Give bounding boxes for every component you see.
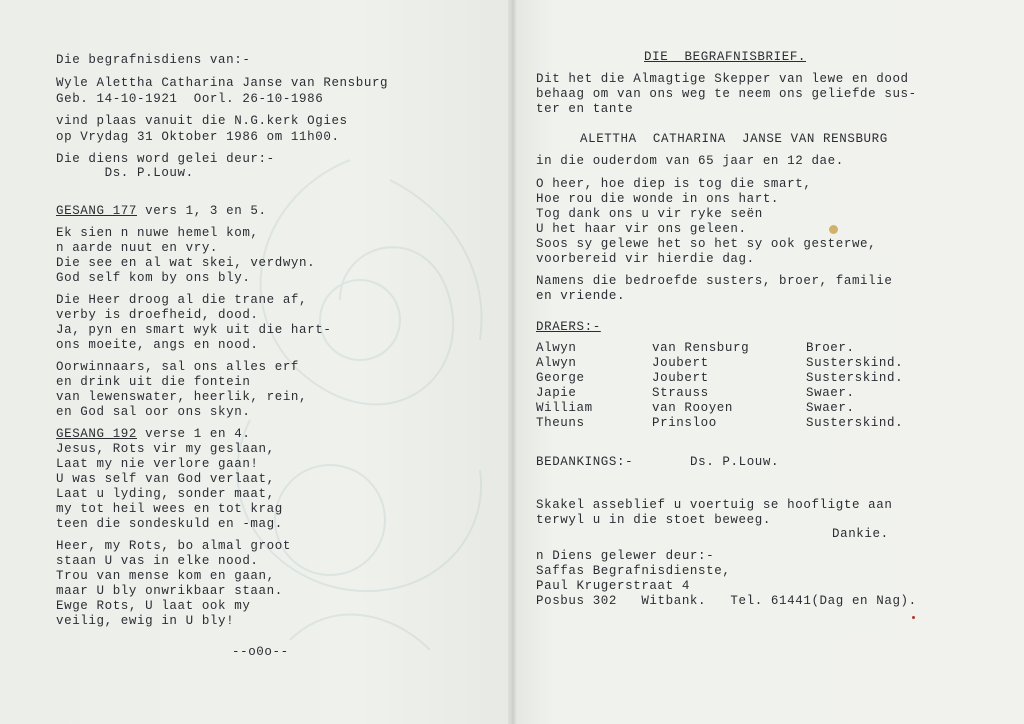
bearer-relation: Susterskind. xyxy=(806,356,904,370)
service-intro-line: Die begrafnisdiens van:- xyxy=(56,53,251,67)
notice-line: behaag om van ons weg te neem ons geliefde sus- xyxy=(536,87,917,101)
bearer-first-name: William xyxy=(536,401,593,415)
age-line: in die ouderdom van 65 jaar en 12 dae. xyxy=(536,154,844,168)
date-time-line: op Vrydag 31 Oktober 1986 om 11h00. xyxy=(56,130,340,144)
officiant-label: Die diens word gelei deur:- xyxy=(56,152,275,166)
notice-line: ter en tante xyxy=(536,102,634,116)
hymn-177-title: GESANG 177 xyxy=(56,204,138,218)
bearer-surname: Joubert xyxy=(652,371,709,385)
ink-dot xyxy=(912,616,915,619)
headlights-line: terwyl u in die stoet beweeg. xyxy=(536,513,771,527)
bearer-relation: Swaer. xyxy=(806,386,855,400)
bearer-relation: Broer. xyxy=(806,341,855,355)
bearer-relation: Swaer. xyxy=(806,401,855,415)
bearer-relation: Susterskind. xyxy=(806,416,904,430)
poem-line: voorbereid vir hierdie dag. xyxy=(536,252,755,266)
venue-line: vind plaas vanuit die N.G.kerk Ogies xyxy=(56,114,348,128)
bearer-first-name: Japie xyxy=(536,386,577,400)
service-provider-line: Paul Krugerstraat 4 xyxy=(536,579,690,593)
end-mark: --o0o-- xyxy=(232,645,289,659)
hymn-line: Laat u lyding, sonder maat, xyxy=(56,487,275,501)
dates-line: Geb. 14-10-1921 Oorl. 26-10-1986 xyxy=(56,92,324,106)
poem-line: U het haar vir ons geleen. xyxy=(536,222,747,236)
hymn-line: en God sal oor ons skyn. xyxy=(56,405,251,419)
bearers-heading: DRAERS:- xyxy=(536,320,601,334)
hymn-line: van lewenswater, heerlik, rein, xyxy=(56,390,308,404)
hymn-line: Ewge Rots, U laat ook my xyxy=(56,599,251,613)
hymn-line: Laat my nie verlore gaan! xyxy=(56,457,259,471)
hymn-line: en drink uit die fontein xyxy=(56,375,251,389)
bearer-surname: van Rooyen xyxy=(652,401,734,415)
service-provider-line: Posbus 302 Witbank. Tel. 61441(Dag en Nag). xyxy=(536,594,917,608)
hymn-line: Jesus, Rots vir my geslaan, xyxy=(56,442,275,456)
bearer-surname: Strauss xyxy=(652,386,709,400)
hymn-line: n aarde nuut en vry. xyxy=(56,241,219,255)
thanks-name: Ds. P.Louw. xyxy=(690,455,780,469)
dankie-text: Dankie. xyxy=(832,527,889,541)
headlights-line: Skakel asseblief u voertuig se hoofligte aan xyxy=(536,498,893,512)
ink-stain xyxy=(829,225,838,234)
bearer-surname: Joubert xyxy=(652,356,709,370)
bearer-first-name: Alwyn xyxy=(536,341,577,355)
bearer-relation: Susterskind. xyxy=(806,371,904,385)
hymn-line: verby is droefheid, dood. xyxy=(56,308,259,322)
poem-line: Soos sy gelewe het so het sy ook gesterwe, xyxy=(536,237,877,251)
hymn-line: Ja, pyn en smart wyk uit die hart- xyxy=(56,323,332,337)
deceased-name: ALETTHA CATHARINA JANSE VAN RENSBURG xyxy=(580,132,888,146)
hymn-line: veilig, ewig in U bly! xyxy=(56,614,235,628)
behalf-line: en vriende. xyxy=(536,289,626,303)
hymn-line: Trou van mense kom en gaan, xyxy=(56,569,275,583)
hymn-line: Heer, my Rots, bo almal groot xyxy=(56,539,291,553)
hymn-line: Die Heer droog al die trane af, xyxy=(56,293,308,307)
hymn-line: God self kom by ons bly. xyxy=(56,271,251,285)
hymn-192-verses: verse 1 en 4. xyxy=(137,427,251,441)
service-provider-line: Saffas Begrafnisdienste, xyxy=(536,564,731,578)
hymn-line: maar U bly onwrikbaar staan. xyxy=(56,584,283,598)
officiant-name: Ds. P.Louw. xyxy=(56,166,194,180)
hymn-177-verses: vers 1, 3 en 5. xyxy=(137,204,267,218)
thanks-label: BEDANKINGS:- xyxy=(536,455,634,469)
poem-line: O heer, hoe diep is tog die smart, xyxy=(536,177,812,191)
hymn-192-title: GESANG 192 xyxy=(56,427,138,441)
hymn-177-heading xyxy=(56,204,267,219)
bearer-first-name: Alwyn xyxy=(536,356,577,370)
poem-line: Hoe rou die wonde in ons hart. xyxy=(536,192,780,206)
hymn-line: staan U vas in elke nood. xyxy=(56,554,259,568)
hymn-line: U was self van God verlaat, xyxy=(56,472,275,486)
hymn-line: teen die sondeskuld en -mag. xyxy=(56,517,283,531)
notice-line: Dit het die Almagtige Skepper van lewe en dood xyxy=(536,72,909,86)
bearer-first-name: George xyxy=(536,371,585,385)
hymn-line: Die see en al wat skei, verdwyn. xyxy=(56,256,316,270)
page-fold xyxy=(508,0,518,724)
bearer-surname: Prinsloo xyxy=(652,416,717,430)
bearer-first-name: Theuns xyxy=(536,416,585,430)
poem-line: Tog dank ons u vir ryke seën xyxy=(536,207,763,221)
deceased-line: Wyle Alettha Catharina Janse van Rensburg xyxy=(56,76,389,90)
service-provider-line: n Diens gelewer deur:- xyxy=(536,549,715,563)
hymn-line: ons moeite, angs en nood. xyxy=(56,338,259,352)
hymn-line: my tot heil wees en tot krag xyxy=(56,502,283,516)
bearer-surname: van Rensburg xyxy=(652,341,750,355)
hymn-192-heading xyxy=(56,427,250,442)
page-title: DIE BEGRAFNISBRIEF. xyxy=(644,50,807,64)
hymn-line: Ek sien n nuwe hemel kom, xyxy=(56,226,259,240)
behalf-line: Namens die bedroefde susters, broer, familie xyxy=(536,274,893,288)
hymn-line: Oorwinnaars, sal ons alles erf xyxy=(56,360,300,374)
